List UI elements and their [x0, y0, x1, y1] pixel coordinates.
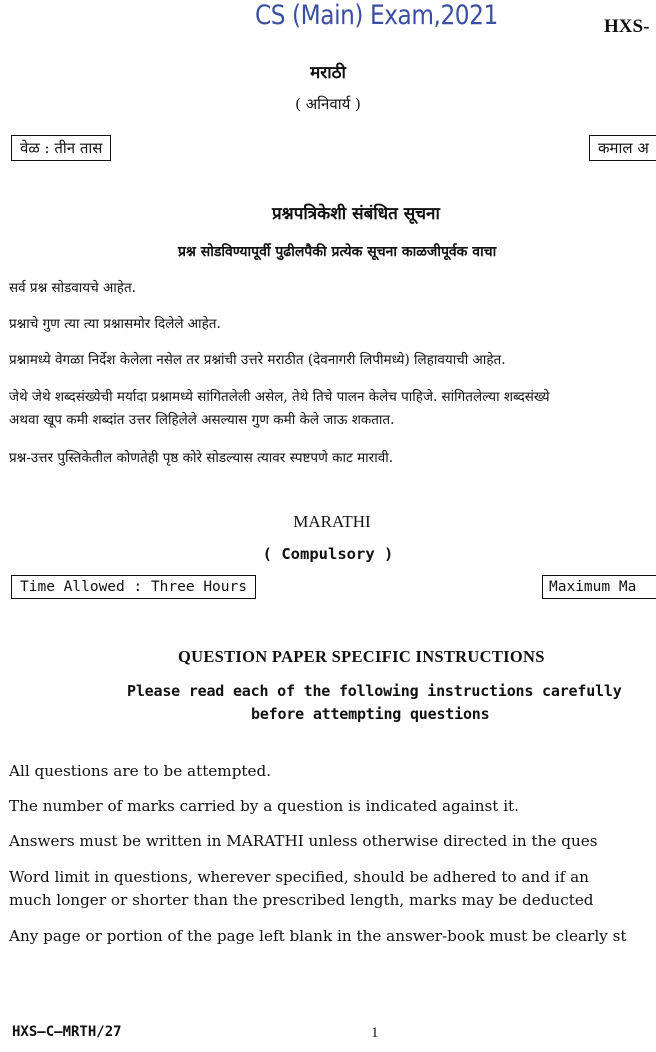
instruction-marathi-4a: जेथे जेथे शब्दसंख्येची मर्यादा प्रश्नामध्ये सांगितलेली असेल, तेथे तिचे पालन केलेच पाहिजे. सांगितलेल्या शब्दसंख्ये: [9, 389, 550, 405]
instructions-subheading-english-2: before attempting questions: [251, 705, 490, 723]
instruction-english-4b: much longer or shorter than the prescribed length, marks may be deducted: [9, 891, 594, 909]
instruction-english-2: The number of marks carried by a question is indicated against it.: [9, 797, 519, 815]
max-marks-marathi: कमाल अ: [589, 135, 656, 161]
instruction-english-4a: Word limit in questions, wherever specified, should be adhered to and if an: [9, 868, 589, 886]
subject-english: MARATHI: [293, 512, 371, 531]
instructions-heading-marathi: प्रश्नपत्रिकेशी संबंधित सूचना: [272, 204, 440, 224]
page-number: 1: [371, 1025, 379, 1041]
subject-marathi: मराठी: [310, 63, 346, 83]
exam-stamp: CS (Main) Exam,2021: [255, 0, 498, 31]
instruction-marathi-4b: अथवा खूप कमी शब्दांत उत्तर लिहिलेले असल्यास गुण कमी केले जाऊ शकतात.: [9, 412, 395, 428]
time-allowed-marathi: वेळ : तीन तास: [11, 135, 111, 161]
footer-paper-code: HXS–C–MRTH/27: [12, 1024, 122, 1040]
instructions-subheading-english-1: Please read each of the following instructions carefully: [127, 682, 622, 700]
instructions-subheading-marathi: प्रश्न सोडविण्यापूर्वी पुढीलपैकी प्रत्येक सूचना काळजीपूर्वक वाचा: [178, 244, 497, 260]
instruction-english-1: All questions are to be attempted.: [9, 762, 272, 780]
compulsory-marathi: ( अनिवार्य ): [295, 95, 361, 113]
max-marks-english: Maximum Ma: [542, 575, 656, 599]
instruction-marathi-5: प्रश्न-उत्तर पुस्तिकेतील कोणतेही पृष्ठ कोरे सोडल्यास त्यावर स्पष्टपणे काट मारावी.: [9, 450, 393, 466]
paper-code-top: HXS-: [604, 16, 650, 37]
instructions-heading-english: QUESTION PAPER SPECIFIC INSTRUCTIONS: [178, 647, 545, 666]
compulsory-english: ( Compulsory ): [262, 545, 394, 563]
instruction-english-5: Any page or portion of the page left blank in the answer-book must be clearly st: [9, 927, 627, 945]
instruction-english-3: Answers must be written in MARATHI unless otherwise directed in the ques: [9, 832, 598, 850]
instruction-marathi-3: प्रश्नामध्ये वेगळा निर्देश केलेला नसेल तर प्रश्नांची उत्तरे मराठीत (देवनागरी लिपीमध्ये) लिहावयाची आहेत.: [9, 352, 506, 368]
time-allowed-english: Time Allowed : Three Hours: [11, 575, 256, 599]
instruction-marathi-2: प्रश्नाचे गुण त्या त्या प्रश्नासमोर दिलेले आहेत.: [9, 316, 221, 332]
instruction-marathi-1: सर्व प्रश्न सोडवायचे आहेत.: [9, 280, 136, 296]
